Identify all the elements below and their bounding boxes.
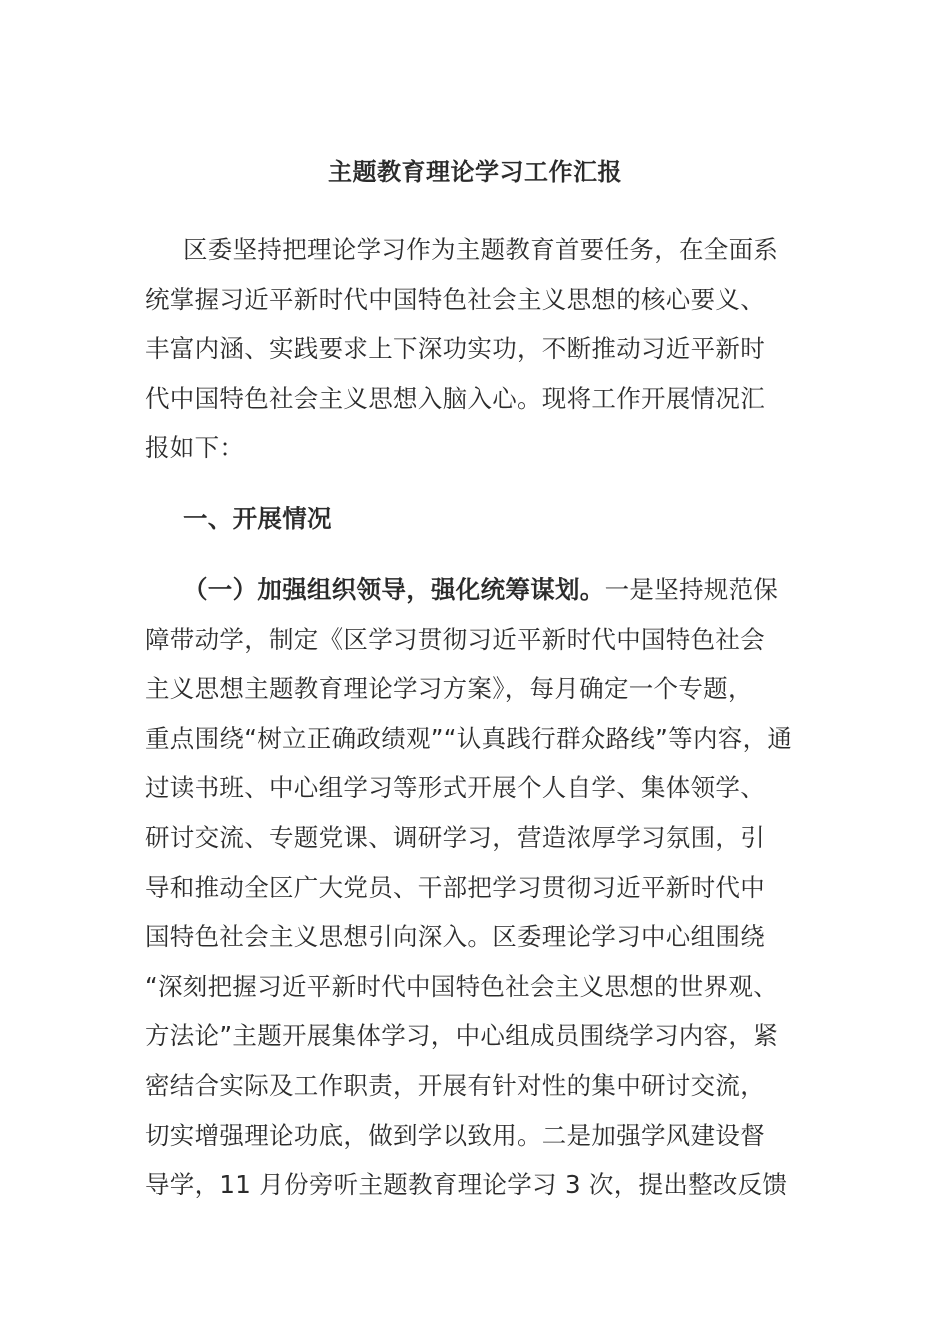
intro-paragraph — [145, 225, 805, 473]
body-paragraph — [145, 565, 805, 1210]
paragraph-line: 报如下： — [145, 433, 245, 463]
paragraph-line: “深刻把握习近平新时代中国特色社会主义思想的世界观、 — [145, 971, 778, 1001]
section-heading-block — [145, 494, 805, 544]
paragraph-line: 重点围绕“树立正确政绩观”“认真践行群众路线”等内容，通 — [145, 723, 793, 753]
paragraph-text: 一是坚持规范保 — [604, 575, 779, 604]
paragraph-line: 导学，11 月份旁听主题教育理论学习 3 次，提出整改反馈 — [145, 1170, 788, 1200]
paragraph-line: 代中国特色社会主义思想入脑入心。现将工作开展情况汇 — [145, 383, 765, 413]
paragraph-line: 国特色社会主义思想引向深入。区委理论学习中心组围绕 — [145, 922, 765, 952]
paragraph-line: 密结合实际及工作职责，开展有针对性的集中研讨交流， — [145, 1070, 765, 1100]
paragraph-line: 主义思想主题教育理论学习方案》，每月确定一个专题， — [145, 674, 753, 704]
paragraph-line: 障带动学，制定《区学习贯彻习近平新时代中国特色社会 — [145, 624, 765, 654]
paragraph-line: 方法论”主题开展集体学习，中心组成员围绕学习内容，紧 — [145, 1021, 778, 1051]
sub-heading: （一）加强组织领导，强化统筹谋划。 — [183, 575, 605, 604]
paragraph-line — [145, 565, 805, 615]
paragraph-line: 区委坚持把理论学习作为主题教育首要任务，在全面系 — [183, 235, 779, 264]
paragraph-line: 切实增强理论功底，做到学以致用。二是加强学风建设督 — [145, 1120, 765, 1150]
document-title: 主题教育理论学习工作汇报 — [328, 158, 622, 186]
paragraph-line: 统掌握习近平新时代中国特色社会主义思想的核心要义、 — [145, 284, 765, 314]
paragraph-line: 导和推动全区广大党员、干部把学习贯彻习近平新时代中 — [145, 872, 765, 902]
paragraph-line: 研讨交流、专题党课、调研学习，营造浓厚学习氛围，引 — [145, 822, 765, 852]
paragraph-line: 丰富内涵、实践要求上下深功实功，不断推动习近平新时 — [145, 334, 765, 364]
paragraph-line: 过读书班、中心组学习等形式开展个人自学、集体领学、 — [145, 773, 765, 803]
section-heading: 一、开展情况 — [183, 504, 332, 533]
